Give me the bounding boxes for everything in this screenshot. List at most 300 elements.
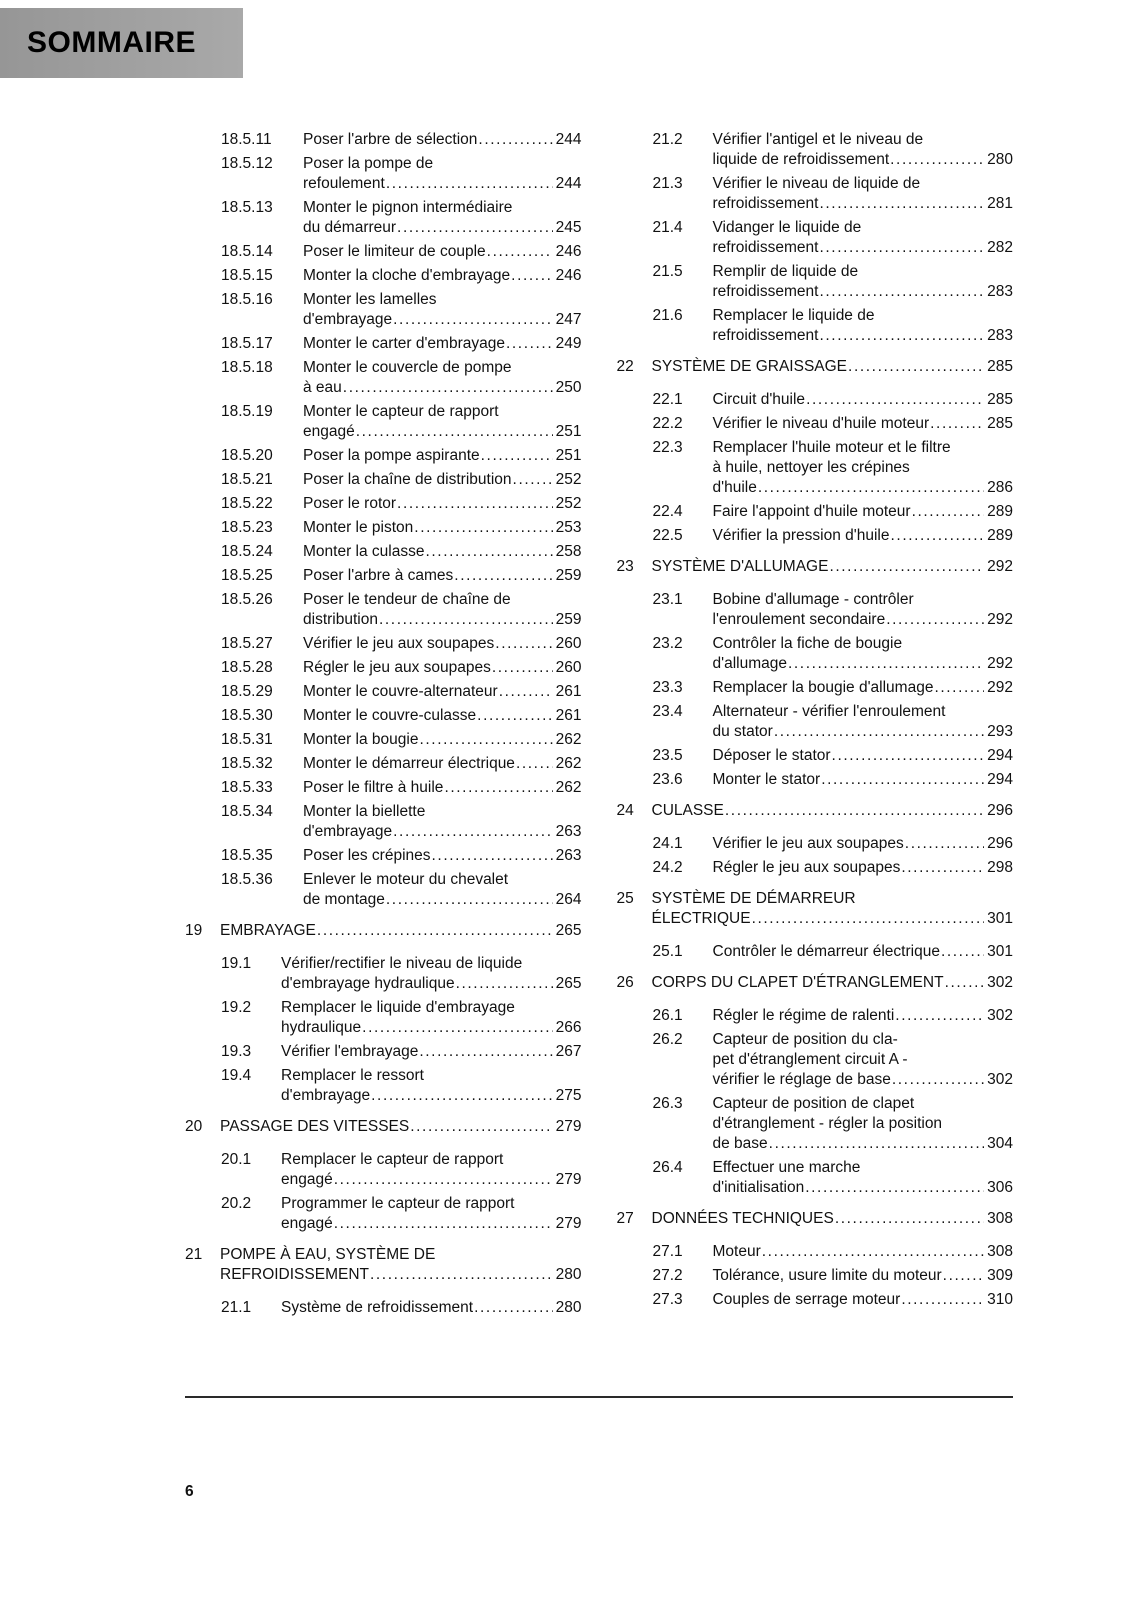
toc-entry (185, 658, 582, 678)
toc-entry-number: 27.3 (652, 1291, 683, 1308)
toc-entry-body (713, 502, 1014, 522)
toc-entry-page: 310 (987, 1291, 1013, 1308)
toc-entry (185, 921, 582, 941)
toc-leader-dots (317, 921, 553, 941)
toc-entry-number: 18.5.12 (221, 155, 273, 172)
toc-entry-title: Monter la bougie (303, 731, 419, 748)
toc-entry-body (303, 542, 582, 562)
toc-entry-number: 19.4 (221, 1067, 252, 1084)
toc-entry-body (303, 590, 582, 630)
toc-leader-dots (752, 909, 985, 929)
toc-entry-number: 18.5.26 (221, 591, 273, 608)
toc-entry (617, 634, 1014, 674)
toc-entry-page: 293 (987, 723, 1013, 740)
toc-leader-dots (886, 610, 984, 630)
toc-entry-title-line: POMPE À EAU, SYSTÈME DE (220, 1246, 436, 1263)
toc-entry-body (713, 414, 1014, 434)
toc-entry-number: 18.5.24 (221, 543, 273, 560)
toc-entry-page: 285 (987, 415, 1013, 432)
toc-leader-dots (788, 654, 984, 674)
toc-entry-number: 21.6 (652, 307, 683, 324)
toc-entry-title: Déposer le stator (712, 747, 831, 764)
toc-entry-body (281, 954, 582, 994)
toc-entry (617, 678, 1014, 698)
toc-entry-page: 292 (987, 558, 1013, 575)
toc-entry (185, 998, 582, 1038)
toc-entry-body (303, 198, 582, 238)
toc-entry (617, 770, 1014, 790)
toc-leader-dots (456, 974, 553, 994)
toc-leader-dots (362, 1018, 552, 1038)
toc-entry-body (713, 306, 1014, 346)
toc-entry-title: Poser l'arbre de sélection (303, 131, 478, 148)
toc-entry-page: 259 (555, 567, 582, 584)
toc-entry-title: à eau (303, 379, 342, 396)
toc-entry-title: Monter la culasse (303, 543, 425, 560)
toc-leader-dots (890, 150, 984, 170)
toc-entry-page: 285 (987, 391, 1013, 408)
toc-leader-dots (806, 390, 984, 410)
toc-entry-number: 18.5.13 (221, 199, 273, 216)
toc-entry-title: engagé (281, 1215, 333, 1232)
toc-entry-page: 263 (555, 823, 582, 840)
toc-entry-body (220, 921, 582, 941)
toc-entry-page: 308 (987, 1243, 1013, 1260)
toc-entry-title-line: Vérifier l'antigel et le niveau de (712, 131, 924, 148)
toc-entry-body (303, 334, 582, 354)
toc-leader-dots (891, 526, 985, 546)
toc-entry-title: EMBRAYAGE (220, 922, 316, 939)
toc-entry-page: 266 (555, 1019, 582, 1036)
toc-entry-title: du démarreur (303, 219, 397, 236)
toc-leader-dots (892, 1070, 984, 1090)
toc-entry (185, 1298, 582, 1318)
toc-entry-number: 21.5 (652, 263, 683, 280)
toc-entry-body (303, 518, 582, 538)
footer-rule (185, 1396, 1013, 1398)
toc-entry-page: 246 (555, 267, 582, 284)
toc-entry-title: Vérifier le niveau d'huile moteur (712, 415, 930, 432)
toc-entry-title: Vérifier le jeu aux soupapes (712, 835, 904, 852)
toc-entry (617, 1209, 1014, 1229)
toc-entry (185, 130, 582, 150)
toc-entry-page: 306 (987, 1179, 1013, 1196)
toc-entry-page: 262 (555, 755, 582, 772)
toc-entry (185, 706, 582, 726)
toc-entry-title: CORPS DU CLAPET D'ÉTRANGLEMENT (651, 974, 944, 991)
toc-entry-body (713, 262, 1014, 302)
toc-entry (185, 1042, 582, 1062)
toc-entry-page: 280 (555, 1266, 582, 1283)
toc-entry-body (303, 266, 582, 286)
toc-entry-body (303, 446, 582, 466)
toc-entry-number: 18.5.14 (221, 243, 273, 260)
toc-entry-body (303, 634, 582, 654)
toc-entry (185, 518, 582, 538)
toc-entry-title: d'embrayage (281, 1087, 371, 1104)
toc-entry-title: SYSTÈME DE GRAISSAGE (651, 358, 848, 375)
toc-entry-body (713, 438, 1014, 498)
toc-entry-page: 267 (555, 1043, 582, 1060)
toc-entry-title: Remplacer la bougie d'allumage (712, 679, 934, 696)
toc-entry (617, 702, 1014, 742)
toc-entry-body (713, 858, 1014, 878)
toc-leader-dots (511, 266, 552, 286)
toc-entry (617, 1158, 1014, 1198)
toc-entry-page: 302 (987, 1071, 1013, 1088)
toc-entry-body (713, 1158, 1014, 1198)
toc-leader-dots (934, 678, 984, 698)
toc-entry-body (713, 1290, 1014, 1310)
toc-entry (617, 357, 1014, 377)
toc-entry-title: Contrôler le démarreur électrique (712, 943, 940, 960)
toc-entry-title-line: Enlever le moteur du chevalet (303, 871, 509, 888)
toc-entry-page: 275 (555, 1087, 582, 1104)
toc-leader-dots (425, 542, 552, 562)
toc-entry-body (281, 1066, 582, 1106)
toc-entry (185, 494, 582, 514)
toc-entry-title-line: Poser la pompe de (303, 155, 434, 172)
toc-entry-title: refroidissement (712, 195, 819, 212)
toc-leader-dots (492, 658, 553, 678)
toc-entry-number: 18.5.36 (221, 871, 273, 888)
toc-leader-dots (821, 770, 984, 790)
toc-entry-body (303, 802, 582, 842)
toc-entry-title: Circuit d'huile (712, 391, 806, 408)
toc-entry-number: 21.3 (652, 175, 683, 192)
toc-leader-dots (769, 1134, 984, 1154)
toc-entry-title: l'enroulement secondaire (712, 611, 886, 628)
toc-entry-title: refroidissement (712, 283, 819, 300)
toc-leader-dots (474, 1298, 553, 1318)
toc-entry (185, 870, 582, 910)
toc-entry-number: 23.4 (652, 703, 683, 720)
toc-entry-body (713, 1030, 1014, 1090)
toc-entry-title: PASSAGE DES VITESSES (220, 1118, 410, 1135)
header-banner (0, 8, 243, 78)
toc-entry-title: Vérifier le jeu aux soupapes (303, 635, 495, 652)
toc-entry-body (713, 130, 1014, 170)
toc-entry-title-line: Bobine d'allumage - contrôler (712, 591, 914, 608)
toc-entry-title-line: Remplacer l'huile moteur et le filtre (712, 439, 951, 456)
toc-entry-body (713, 1006, 1014, 1026)
toc-entry-title-line: Programmer le capteur de rapport (281, 1195, 515, 1212)
toc-leader-dots (393, 822, 553, 842)
toc-entry-number: 23.1 (652, 591, 683, 608)
toc-entry-page: 244 (555, 131, 582, 148)
toc-entry-title: Poser la pompe aspirante (303, 447, 480, 464)
toc-entry (185, 198, 582, 238)
toc-entry (617, 306, 1014, 346)
toc-entry-page: 308 (987, 1210, 1013, 1227)
toc-leader-dots (334, 1170, 553, 1190)
toc-entry-body (652, 557, 1014, 577)
toc-entry-number: 18.5.30 (221, 707, 273, 724)
toc-entry-title: Tolérance, usure limite du moteur (712, 1267, 942, 1284)
toc-entry-number: 18.5.15 (221, 267, 273, 284)
toc-entry-title: Poser le limiteur de couple (303, 243, 486, 260)
toc-entry-title: d'huile (712, 479, 757, 496)
toc-entry-number: 19 (185, 922, 203, 939)
toc-entry-number: 19.2 (221, 999, 252, 1016)
toc-entry-title-line: Remplacer le liquide de (712, 307, 875, 324)
toc-entry-number: 22.1 (652, 391, 683, 408)
toc-leader-dots (930, 414, 984, 434)
toc-entry-body (303, 658, 582, 678)
toc-entry-title: Monter le couvre-culasse (303, 707, 477, 724)
toc-entry-title-line: Contrôler la fiche de bougie (712, 635, 903, 652)
toc-leader-dots (835, 1209, 984, 1229)
toc-entry-title-line: d'étranglement - régler la position (712, 1115, 943, 1132)
toc-entry-page: 244 (555, 175, 582, 192)
toc-entry-page: 260 (555, 659, 582, 676)
toc-entry (617, 262, 1014, 302)
toc-entry-number: 21.4 (652, 219, 683, 236)
toc-leader-dots (386, 890, 553, 910)
toc-entry-title: ÉLECTRIQUE (651, 910, 751, 927)
toc-entry-number: 20.1 (221, 1151, 252, 1168)
toc-entry (617, 1006, 1014, 1026)
toc-entry-page: 281 (987, 195, 1013, 212)
toc-entry-page: 302 (987, 1007, 1013, 1024)
toc-entry-number: 18.5.11 (221, 131, 272, 148)
toc-entry-title: SYSTÈME D'ALLUMAGE (651, 558, 829, 575)
toc-entry (185, 266, 582, 286)
toc-entry-body (281, 1042, 582, 1062)
toc-entry-page: 294 (987, 771, 1013, 788)
toc-entry (185, 954, 582, 994)
toc-leader-dots (901, 1290, 984, 1310)
toc-leader-dots (343, 378, 553, 398)
toc-leader-dots (478, 130, 552, 150)
toc-entry-title: liquide de refroidissement (712, 151, 890, 168)
toc-entry-body (281, 1150, 582, 1190)
toc-entry-body (220, 1245, 582, 1285)
toc-entry-number: 18.5.20 (221, 447, 273, 464)
toc-entry-page: 283 (987, 283, 1013, 300)
toc-entry-body (713, 746, 1014, 766)
toc-entry (185, 1245, 582, 1285)
toc-entry-number: 27.2 (652, 1267, 683, 1284)
toc-entry (617, 1094, 1014, 1154)
toc-entry-page: 296 (987, 802, 1013, 819)
toc-entry-title: d'embrayage (303, 311, 393, 328)
toc-leader-dots (397, 218, 553, 238)
toc-entry-title-line: Capteur de position de clapet (712, 1095, 915, 1112)
toc-entry-page: 261 (555, 683, 582, 700)
toc-entry-title: Régler le jeu aux soupapes (303, 659, 491, 676)
toc-leader-dots (432, 846, 553, 866)
toc-entry-title: Poser l'arbre à cames (303, 567, 454, 584)
toc-entry-title: Monter le piston (303, 519, 414, 536)
toc-leader-dots (506, 334, 553, 354)
toc-entry-body (713, 678, 1014, 698)
toc-entry (185, 590, 582, 630)
toc-entry (185, 290, 582, 330)
toc-entry-body (713, 590, 1014, 630)
toc-entry-title-line: Remplacer le liquide d'embrayage (281, 999, 515, 1016)
toc-entry-number: 27.1 (652, 1243, 683, 1260)
toc-leader-dots (379, 610, 553, 630)
toc-leader-dots (419, 1042, 552, 1062)
toc-entry-page: 263 (555, 847, 582, 864)
toc-entry-number: 19.3 (221, 1043, 252, 1060)
toc-entry-body (220, 1117, 582, 1137)
toc-entry-page: 296 (987, 835, 1013, 852)
toc-entry-body (713, 942, 1014, 962)
toc-leader-dots (945, 973, 985, 993)
toc-entry-body (713, 174, 1014, 214)
toc-entry-body (713, 218, 1014, 258)
toc-entry-body (303, 846, 582, 866)
toc-entry-number: 18.5.21 (221, 471, 273, 488)
toc-entry (617, 801, 1014, 821)
toc-leader-dots (419, 730, 552, 750)
toc-entry-page: 252 (555, 471, 582, 488)
toc-entry-title: engagé (281, 1171, 333, 1188)
toc-entry-body (652, 889, 1014, 929)
toc-entry-number: 18.5.25 (221, 567, 273, 584)
toc-leader-dots (725, 801, 984, 821)
toc-entry (617, 889, 1014, 929)
toc-entry-body (303, 754, 582, 774)
toc-entry-page: 250 (555, 379, 582, 396)
toc-entry-body (303, 242, 582, 262)
toc-entry (617, 414, 1014, 434)
toc-entry-title: REFROIDISSEMENT (220, 1266, 369, 1283)
toc-entry (617, 526, 1014, 546)
toc-entry-title-line: Vérifier le niveau de liquide de (712, 175, 921, 192)
toc-entry (617, 942, 1014, 962)
toc-entry-body (713, 1266, 1014, 1286)
toc-entry-body (303, 470, 582, 490)
toc-entry-title: du stator (712, 723, 773, 740)
toc-entry-number: 18.5.33 (221, 779, 273, 796)
toc-entry-title-line: SYSTÈME DE DÉMARREUR (651, 890, 856, 907)
toc-entry (185, 566, 582, 586)
toc-entry-page: 289 (987, 503, 1013, 520)
toc-entry-number: 23.2 (652, 635, 683, 652)
toc-entry-page: 279 (555, 1118, 582, 1135)
toc-entry-number: 18.5.23 (221, 519, 273, 536)
toc-entry-page: 258 (555, 543, 582, 560)
toc-entry-title: refroidissement (712, 327, 819, 344)
toc-entry-title: Régler le jeu aux soupapes (712, 859, 901, 876)
toc-entry-page: 249 (555, 335, 582, 352)
toc-leader-dots (414, 518, 552, 538)
toc-entry-number: 18.5.31 (221, 731, 273, 748)
toc-entry-number: 21.1 (221, 1299, 252, 1316)
toc-entry-page: 292 (987, 655, 1013, 672)
toc-entry-title: refoulement (303, 175, 385, 192)
toc-entry-body (713, 770, 1014, 790)
toc-leader-dots (805, 1178, 984, 1198)
toc-entry-number: 26.3 (652, 1095, 683, 1112)
toc-entry (185, 802, 582, 842)
toc-entry (185, 754, 582, 774)
toc-entry-title: distribution (303, 611, 378, 628)
toc-entry-page: 301 (987, 910, 1013, 927)
toc-entry (617, 973, 1014, 993)
toc-entry-title-line: pet d'étranglement circuit A - (712, 1051, 908, 1068)
toc-entry-body (281, 1298, 582, 1318)
toc-entry-page: 265 (555, 975, 582, 992)
toc-entry-title-line: Remplir de liquide de (712, 263, 859, 280)
toc-entry (185, 358, 582, 398)
toc-leader-dots (819, 238, 984, 258)
toc-entry-body (303, 130, 582, 150)
toc-leader-dots (943, 1266, 984, 1286)
toc-leader-dots (454, 566, 552, 586)
toc-entry-page: 259 (555, 611, 582, 628)
toc-entry-body (303, 358, 582, 398)
toc-entry-body (303, 778, 582, 798)
toc-entry (185, 334, 582, 354)
toc-entry-title: refroidissement (712, 239, 819, 256)
toc-entry-body (303, 154, 582, 194)
toc-column-left (185, 130, 582, 1322)
toc-entry-page: 283 (987, 327, 1013, 344)
toc-leader-dots (370, 1265, 553, 1285)
toc-leader-dots (487, 242, 553, 262)
toc-entry (185, 778, 582, 798)
toc-entry (185, 470, 582, 490)
toc-leader-dots (356, 422, 553, 442)
toc-entry-title: vérifier le réglage de base (712, 1071, 891, 1088)
toc-entry (185, 1066, 582, 1106)
toc-entry-number: 18.5.28 (221, 659, 273, 676)
toc-entry-page: 260 (555, 635, 582, 652)
toc-entry-number: 23.3 (652, 679, 683, 696)
toc-entry (617, 858, 1014, 878)
toc-entry-number: 21 (185, 1246, 203, 1263)
toc-entry-number: 19.1 (221, 955, 252, 972)
toc-entry-page: 245 (555, 219, 582, 236)
toc-entry-number: 18.5.17 (221, 335, 273, 352)
toc-entry-title: Vérifier la pression d'huile (712, 527, 890, 544)
toc-entry (185, 1194, 582, 1234)
toc-entry-page: 285 (987, 358, 1013, 375)
toc-entry-page: 253 (555, 519, 582, 536)
toc-entry-number: 24.2 (652, 859, 683, 876)
toc-entry-title: CULASSE (651, 802, 724, 819)
toc-entry-body (713, 390, 1014, 410)
toc-entry-title: de base (712, 1135, 768, 1152)
toc-entry (185, 1150, 582, 1190)
toc-entry-number: 18.5.19 (221, 403, 273, 420)
toc-entry-number: 22.4 (652, 503, 683, 520)
toc-entry-title: Régler le régime de ralenti (712, 1007, 895, 1024)
toc-leader-dots (819, 194, 984, 214)
toc-entry-body (303, 682, 582, 702)
toc-entry-number: 24 (616, 802, 634, 819)
toc-entry-title: Système de refroidissement (281, 1299, 474, 1316)
toc-entry (185, 846, 582, 866)
toc-entry (617, 174, 1014, 214)
toc-entry-number: 18.5.18 (221, 359, 273, 376)
toc (185, 130, 1013, 1322)
toc-entry-body (303, 870, 582, 910)
toc-entry-page: 265 (555, 922, 582, 939)
toc-entry-page: 279 (555, 1171, 582, 1188)
toc-entry-title-line: Effectuer une marche (712, 1159, 861, 1176)
toc-entry-page: 282 (987, 239, 1013, 256)
toc-entry-title-line: Monter les lamelles (303, 291, 437, 308)
toc-entry-page: 289 (987, 527, 1013, 544)
toc-entry-title: engagé (303, 423, 355, 440)
toc-entry-page: 280 (987, 151, 1013, 168)
toc-entry-title: d'allumage (712, 655, 787, 672)
